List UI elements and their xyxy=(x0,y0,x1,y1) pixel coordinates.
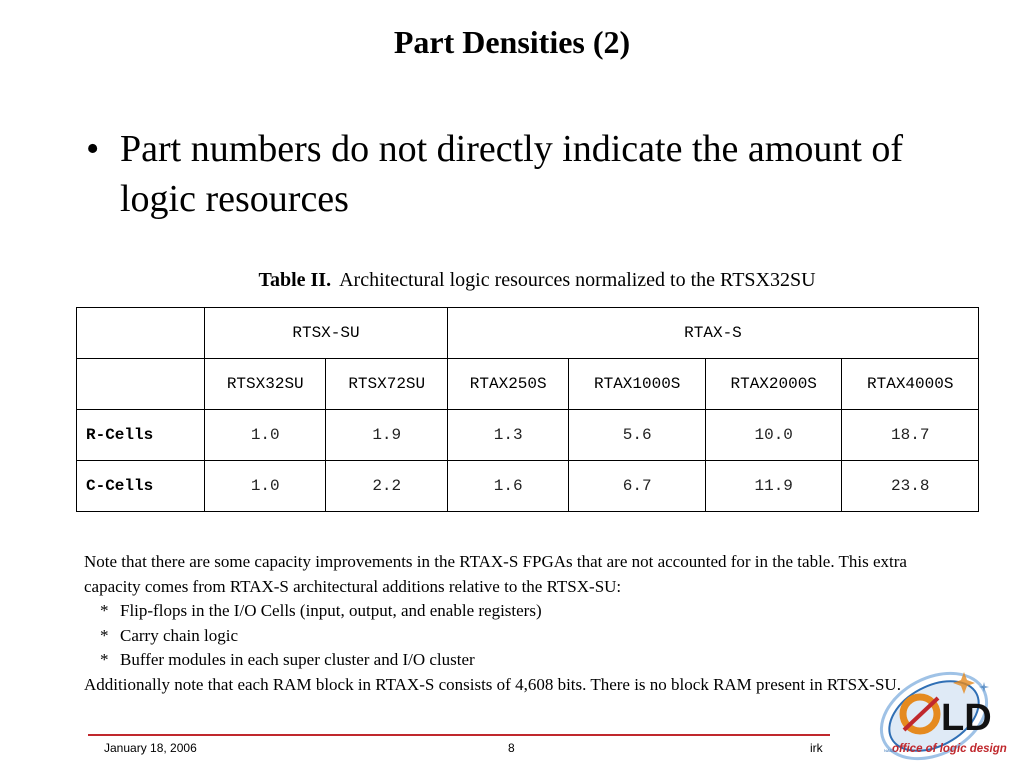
table-cell: 23.8 xyxy=(842,461,979,512)
asterisk-icon: * xyxy=(100,625,109,645)
column-header: RTSX32SU xyxy=(205,359,326,410)
table-cell: 1.0 xyxy=(205,410,326,461)
table-corner-cell xyxy=(77,359,205,410)
column-header: RTAX1000S xyxy=(569,359,706,410)
table-cell: 11.9 xyxy=(705,461,842,512)
asterisk-icon: * xyxy=(100,601,109,620)
note-item-text: Carry chain logic xyxy=(120,625,239,645)
note-list-item xyxy=(84,624,934,649)
table-cell: 18.7 xyxy=(842,410,979,461)
note-item-text: Flip-flops in the I/O Cells (input, output, and enable registers) xyxy=(120,601,542,620)
group-header-rtsx-su: RTSX-SU xyxy=(205,308,448,359)
table-cell: 6.7 xyxy=(569,461,706,512)
row-header: C-Cells xyxy=(77,461,205,512)
group-header-rtax-s: RTAX-S xyxy=(447,308,978,359)
note-list-item xyxy=(84,648,934,673)
slide-title: Part Densities (2) xyxy=(393,24,631,60)
note-block xyxy=(84,550,934,697)
logo-mark-text: LD xyxy=(941,697,992,739)
table-row xyxy=(77,410,979,461)
table-cell: 1.0 xyxy=(205,461,326,512)
table-cell: 2.2 xyxy=(326,461,447,512)
footer-author: irk xyxy=(810,741,823,755)
note-list-item xyxy=(84,599,934,624)
bullet-icon: • xyxy=(86,128,100,170)
table-column-header-row xyxy=(77,359,979,410)
row-header: R-Cells xyxy=(77,410,205,461)
footer-date: January 18, 2006 xyxy=(104,741,197,755)
column-header: RTSX72SU xyxy=(326,359,447,410)
table-cell: 1.9 xyxy=(326,410,447,461)
table-group-header-row xyxy=(77,308,979,359)
table-cell: 1.6 xyxy=(447,461,568,512)
asterisk-icon: * xyxy=(100,650,109,669)
note-intro: Note that there are some capacity improvements in the RTAX-S FPGAs that are not accounted for in the table. This extra capacity comes from RTAX-S architectural additions relative to the RTSX-SU: xyxy=(84,552,907,596)
bullet-text: Part numbers do not directly indicate the amount of logic resources xyxy=(120,128,904,220)
footer-page-number: 8 xyxy=(508,741,515,755)
table-cell: 1.3 xyxy=(447,410,568,461)
office-of-logic-design-logo xyxy=(868,668,1018,764)
table-caption-text: Architectural logic resources normalized to the RTSX32SU xyxy=(339,269,816,291)
note-closing: Additionally note that each RAM block in RTAX-S consists of 4,608 bits. There is no block RAM present in RTSX-SU. xyxy=(84,674,901,694)
logo-nasa-label: NASA xyxy=(884,748,895,753)
logo-tagline: office of logic design xyxy=(892,743,1007,755)
table-row xyxy=(77,461,979,512)
note-item-text: Buffer modules in each super cluster and I/O cluster xyxy=(120,650,475,669)
footer-divider xyxy=(88,734,830,736)
table-corner-cell xyxy=(77,308,205,359)
column-header: RTAX2000S xyxy=(705,359,842,410)
resources-table xyxy=(76,307,979,512)
table-cell: 10.0 xyxy=(705,410,842,461)
column-header: RTAX4000S xyxy=(842,359,979,410)
column-header: RTAX250S xyxy=(447,359,568,410)
table-caption xyxy=(0,269,1024,292)
bullet-point xyxy=(86,124,906,224)
table-cell: 5.6 xyxy=(569,410,706,461)
table-caption-label: Table II. xyxy=(258,269,332,291)
